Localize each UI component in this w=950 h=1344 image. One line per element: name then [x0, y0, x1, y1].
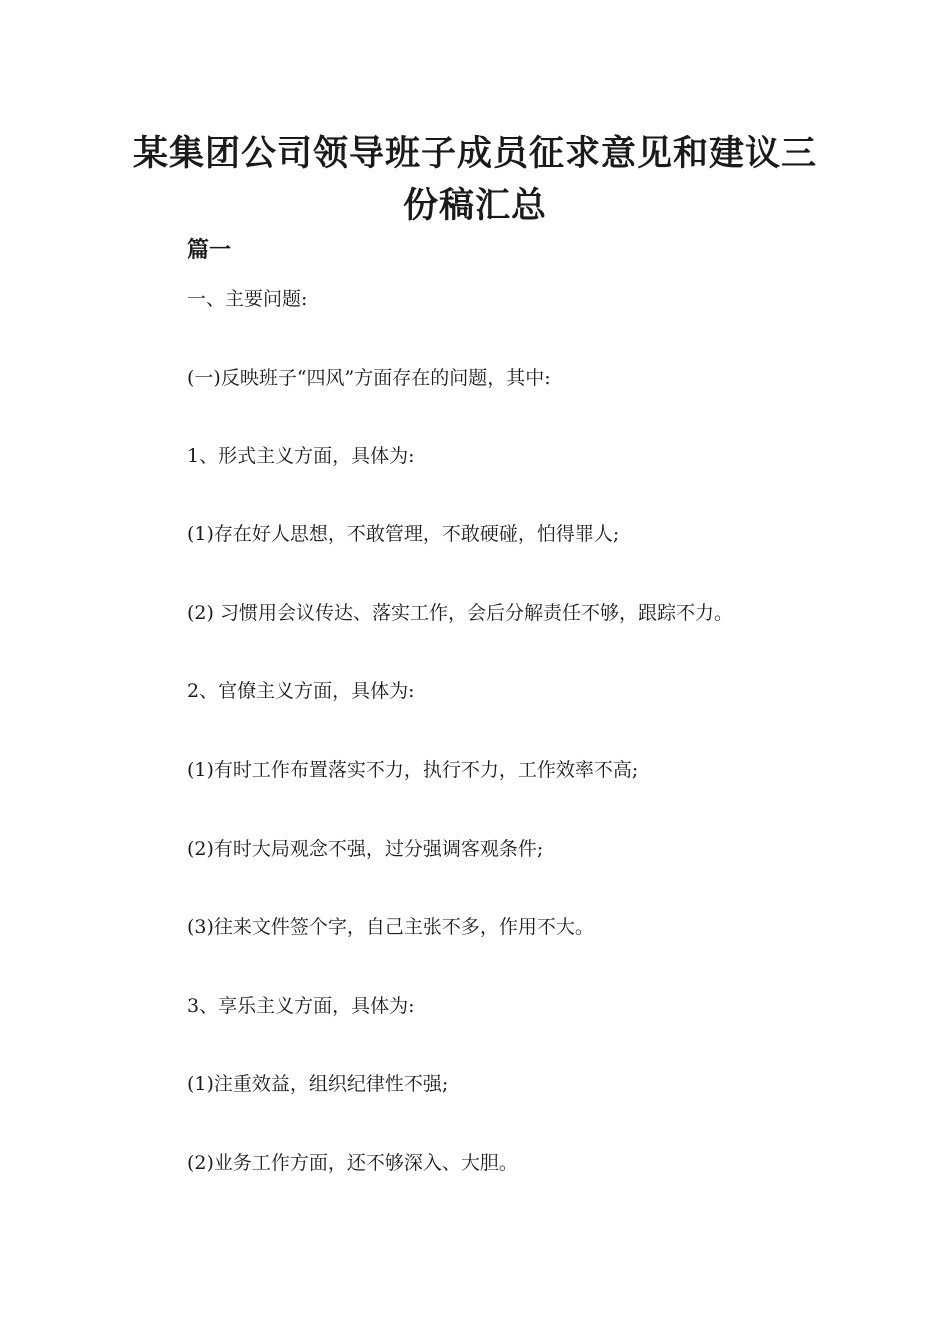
paragraph-bureaucratism-item-2: (2)有时大局观念不强，过分强调客观条件; — [187, 838, 544, 860]
paragraph-formalism-item-1: (1)存在好人思想，不敢管理，不敢硬碰，怕得罪人; — [187, 523, 620, 545]
document-title: 某集团公司领导班子成员征求意见和建议三份稿汇总 — [132, 133, 817, 226]
paragraph-main-issues: 一、主要问题: — [187, 288, 308, 310]
paragraph-hedonism-item-1: (1)注重效益，组织纪律性不强; — [187, 1073, 449, 1095]
paragraph-formalism: 1、形式主义方面，具体为: — [187, 445, 415, 467]
paragraph-four-winds: (一)反映班子“四风”方面存在的问题，其中: — [187, 367, 551, 389]
paragraph-hedonism-item-2: (2)业务工作方面，还不够深入、大胆。 — [187, 1152, 518, 1174]
paragraph-hedonism: 3、享乐主义方面，具体为: — [187, 995, 415, 1017]
paragraph-bureaucratism-item-1: (1)有时工作布置落实不力，执行不力，工作效率不高; — [187, 759, 639, 781]
paragraph-bureaucratism-item-3: (3)往来文件签个字，自己主张不多，作用不大。 — [187, 916, 594, 938]
paragraph-formalism-item-2: (2) 习惯用会议传达、落实工作，会后分解责任不够，跟踪不力。 — [187, 602, 733, 624]
section-heading: 篇一 — [187, 237, 232, 263]
paragraph-bureaucratism: 2、官僚主义方面，具体为: — [187, 680, 415, 702]
